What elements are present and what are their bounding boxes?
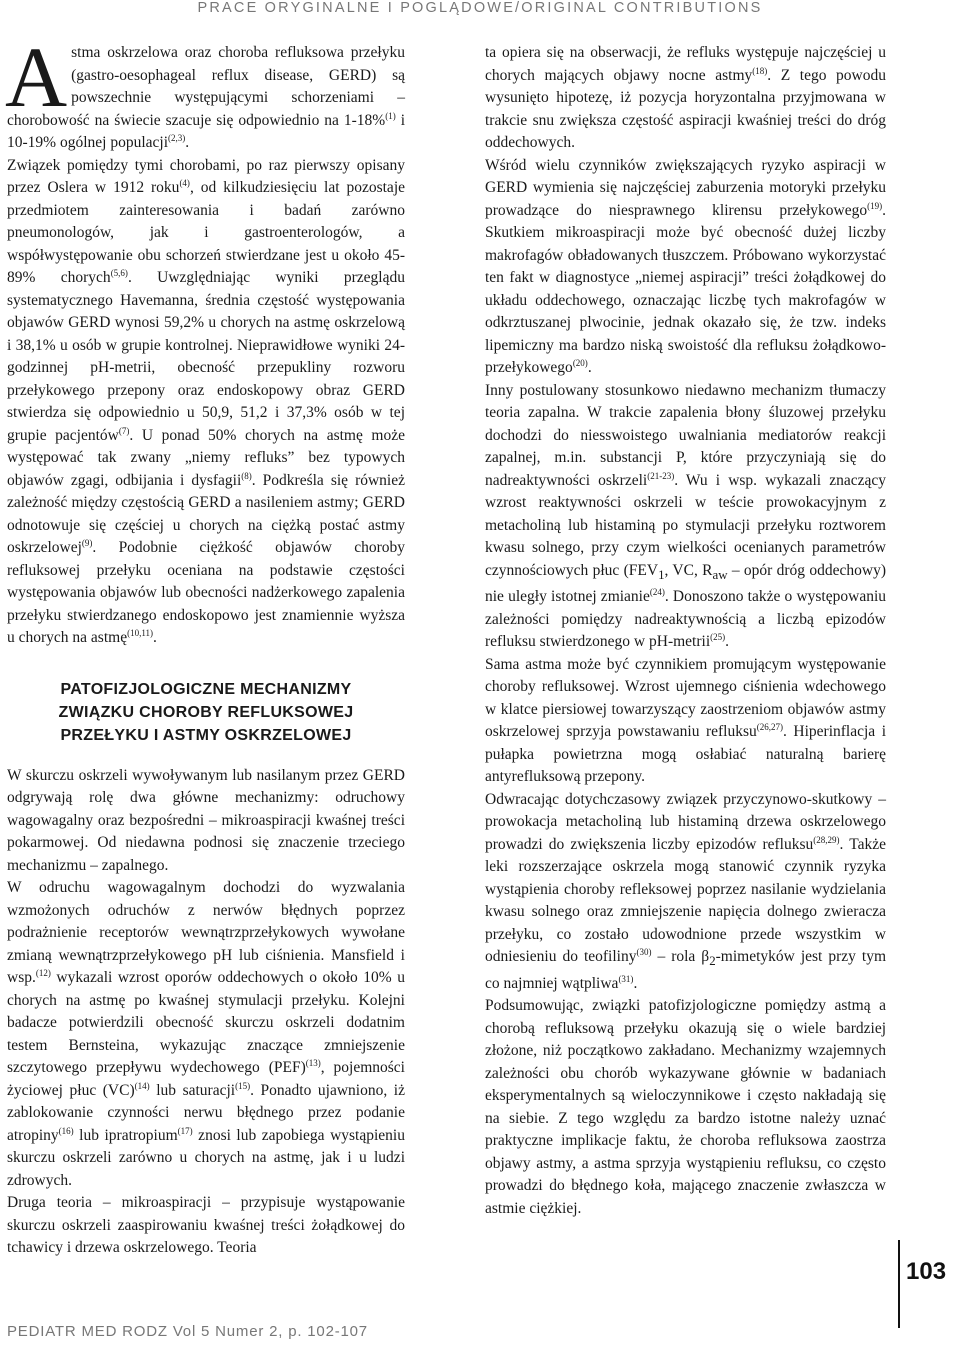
intro-paragraph: Astma oskrzelowa oraz choroba refluksowa przełyku (gastro-oesophageal reflux disease, GERD) są powszechnie występującymi schorzeniami – chorobowość na świecie szacuje się odpowiednio na 1-18%$^{(1)}$ i 10-19% ogólnej populacji$^{(2,3)}$. bbox=[5, 29, 406, 151]
running-footer: PEDIATR MED RODZ Vol 5 Numer 2, p. 102-107 bbox=[7, 1323, 368, 1340]
section-heading: PATOFIZJOLOGICZNE MECHANIZMY ZWIĄZKU CHOROBY REFLUKSOWEJ PRZEŁYKU I ASTMY OSKRZELOWEJ bbox=[58, 680, 354, 744]
paragraph: ta opiera się na obserwacji, że refluks występuje najczęściej u chorych mających objawy nocne astmy$^{(18)}$. Z tego powodu wysunięto hipotezę, iż pozycja horyzontalna przyjmowana w trakcie snu zwiększa częstość aspiracji kwaśniej treści do dróg oddechowych. bbox=[485, 44, 886, 151]
running-header: PRACE ORYGINALNE I POGLĄDOWE/ORIGINAL CONTRIBUTIONS bbox=[197, 0, 763, 16]
right-column bbox=[485, 42, 886, 1220]
page-number: 103 bbox=[906, 1258, 947, 1285]
drop-cap: A bbox=[5, 29, 68, 125]
paragraph: Wśród wielu czynników zwiększających ryzyko aspiracji w GERD wymienia się najczęściej zaburzenia motoryki przełyku prowadzące do niesprawnego klirensu przełykowego$^{(19)}$. Skutkiem mikroaspiracji może być obecność dużej liczby makrofagów obładowanych tłuszczem. Próbowano wykorzystać ten fakt w diagnostyce „niemej aspiracji” treści żołądkowej do układu oddechowego, oznaczając liczbę tych makrofagów w odkrztuszanej plwocinie, jednak okazało się, że tzw. indeks lipemiczny ma bardzo niską swoistość dla refluksu żołądkowo-przełykowego$^{(20)}$. bbox=[485, 156, 886, 376]
paragraph: Druga teoria – mikroaspiracji – przypisuje wystąpowanie skurczu oskrzeli zaaspirowaniu kwaśnej treści żołądkowej do tchawicy i drzewa oskrzelowego. Teoria bbox=[7, 1194, 405, 1256]
left-column bbox=[5, 29, 406, 1260]
paragraph: W skurczu oskrzeli wywoływanym lub nasilanym przez GERD odgrywają rolę dwa główne mechanizmy: odruchowy wagowagalny oraz bezpośredni – mikroaspiracji kwaśnej treści pokarmowej. Od niedawna podnosi się znaczenie trzeciego mechanizmu – zapalnego. bbox=[7, 766, 405, 874]
paragraph: Odwracając dotychczasowy związek przyczynowo-skutkowy – prowokacja metacholiną lub histaminą drzewa oskrzelowego prowadzi do zwiększenia liczby epizodów refluksu$^{(28,29)}$. Także leki rozszerzające oskrzela mogą stanowić czynnik ryzyka wystąpienia choroby refleksowej poprzez nasilanie wydzielania kwasu solnego oraz zmniejszenie napięcia dolnego zwieracza przełyku, co zostało udowodnione przede wszystkim w odniesieniu do teofiliny$^{(30)}$ – rola $\beta_2$-mimetyków jest przy tym co najmniej wątpliwa$^{(31)}$. bbox=[485, 790, 887, 992]
paragraph: W odruchu wagowagalnym dochodzi do wyzwalania wzmożonych odruchów z nerwów błędnych poprzez podrażnienie receptorów wewnątrzprzełykowych wywołane zmianą wewnątrzprzełykowego pH lub ciśnienia. Mansfield i wsp.$^{(12)}$ wykazali wzrost oporów oddechowych o około 10% u chorych na astmę po kwaśnej stymulacji przełyku. Kolejni badacze potwierdzili obecność skurczu oskrzeli dodatnim testem Bernsteina, wykazując znaczące zmniejszenie szczytowego przepływu wydechowego (PEF)$^{(13)}$, pojemności życiowej płuc (VC)$^{(14)}$ lub saturacji$^{(15)}$. Ponadto ujawniono, iż zablokowanie czynności nerwu błędnego przez podanie atropiny$^{(16)}$ lub ipratropium$^{(17)}$ znosi lub zapobiega wystąpieniu skurczu oskrzeli zarówno u chorych na astmę, jak i u ludzi zdrowych. bbox=[7, 879, 405, 1189]
page-number-rule bbox=[898, 1240, 900, 1328]
paragraph: Sama astma może być czynnikiem promującym występowanie choroby refluksowej. Wzrost ujemnego ciśnienia wdechowego w klatce piersiowej towarzyszący zaostrzeniom objawów astmy oskrzelowej sprzyja powstawaniu refluksu$^{(26,27)}$. Hiperinflacja i pułapka powietrzna mogą osłabiać naturalną barierę antyrefluksową przepony. bbox=[485, 655, 886, 786]
paragraph: Związek pomiędzy tymi chorobami, po raz pierwszy opisany przez Oslera w 1912 roku$^{(4)}$, od kilkudziesięciu lat pozostaje przedmiotem zainteresowania i badań zarówno pneumonologów, jak i gastroenterologów, a współwystępowanie obu schorzeń stwierdzane jest u około 45-89% chorych$^{(5,6)}$. Uwzględniając wyniki przeglądu systematycznego Havemanna, średnia częstość występowania objawów GERD wynosi 59,2% u chorych na astmę oskrzelową i 38,1% u osób w grupie kontrolnej. Nieprawidłowe wyniki 24-godzinnej pH-metrii, obecność przepukliny rozworu przełykowego przepony oraz endoskopowy obraz GERD stwierdza się odpowiednio u 50,9, 51,2 i 37,3% osób w tej grupie pacjentów$^{(7)}$. U ponad 50% chorych na astmę może występować tak zwany „niemy refluks” bez typowych objawów zgagi, odbijania i dysfagii$^{(8)}$. Podkreśla się również zależność między częstością GERD a nasileniem astmy; GERD odnotowuje się częściej u chorych na ciężką postać astmy oskrzelowej$^{(9)}$. Podobnie ciężkość objawów choroby refluksowej przełyku oceniana na podstawie częstości występowania objawów lub obecności nadżerkowego zapalenia przełyku stwierdzanego endoskopowo jest znamiennie wyższa u chorych na astmę$^{(10,11)}$. bbox=[7, 156, 405, 646]
paragraph: Inny postulowany stosunkowo niedawno mechanizm tłumaczy teoria zapalna. W trakcie zapalenia błony śluzowej przełyku dochodzi do niesswoistego uwalniania mediatorów reakcji zapalnej, m.in. substancji P, które przyczyniają się do nadreaktywności oskrzeli$^{(21-23)}$. Wu i wsp. wykazali znaczący wzrost reaktywności oskrzeli w teście prowokacyjnym z metacholiną lub histaminą po stymulacji przełyku roztworem kwasu solnego, przy czym wielkości ocenianych parametrów czynnościowych płuc ($FEV_1$, VC, $R_{aw}$ – opór dróg oddechowy) nie uległy istotnej zmianie$^{(24)}$. Donoszono także o występowaniu zależności pomiędzy nadreaktywnością a liczbą epizodów refluksu stwierdzonego w pH-metrii$^{(25)}$. bbox=[485, 381, 887, 651]
paragraph: Podsumowując, związki patofizjologiczne pomiędzy astmą a chorobą refluksową przełyku okazują się o wiele bardziej złożone, niż początkowo zakładano. Mechanizmy wzajemnych zależności obu chorób wykazywane głównie w badaniach eksperymentalnych są wieloczynnikowe i często nakładają się na siebie. Z tego względu za bardzo istotne należy uznać praktyczne implikacje faktu, że choroba refluksowa zaostrza objawy astmy, a astma sprzyja wystąpieniu refluksu, co często prowadzi do błędnego koła, mającego znaczenie zwłaszcza w astmie ciężkiej. bbox=[485, 997, 886, 1217]
